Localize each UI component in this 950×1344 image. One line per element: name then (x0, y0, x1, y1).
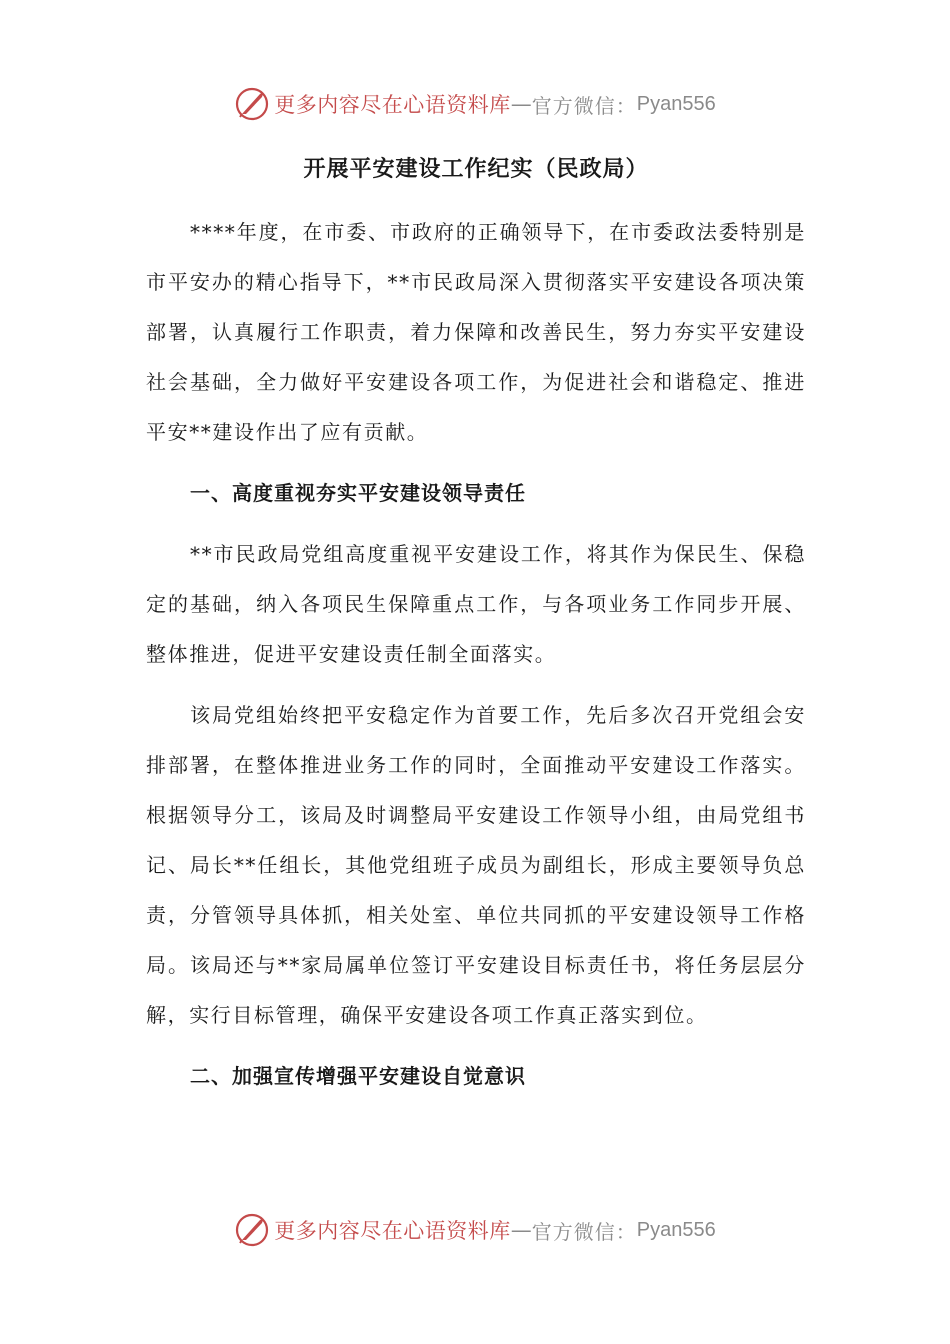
watermark-label: 官方微信： (531, 1219, 637, 1244)
paragraph-section1-b: 该局党组始终把平安稳定作为首要工作，先后多次召开党组会安排部署，在整体推进业务工作的同时，全面推动平安建设工作落实。根据领导分工，该局及时调整局平安建设工作领导小组，由局党组书记、局长**任组长，其他党组班子成员为副组长，形成主要领导负总责，分管领导具体抓，相关处室、单位共同抓的平安建设领导工作格局。该局还与**家局属单位签订平安建设目标责任书，将任务层层分解，实行目标管理，确保平安建设各项工作真正落实到位。 (146, 703, 806, 1027)
paragraph-intro: ****年度，在市委、市政府的正确领导下，在市委政法委特别是市平安办的精心指导下，**市民政局深入贯彻落实平安建设各项决策部署，认真履行工作职责，着力保障和改善民生，努力夯实平安建设社会基础，全力做好平安建设各项工作，为促进社会和谐稳定、推进平安**建设作出了应有贡献。 (146, 220, 806, 444)
watermark-header (0, 82, 950, 126)
quill-pen-logo-icon (234, 1212, 270, 1248)
document-body (146, 148, 806, 1112)
watermark-footer (0, 1208, 950, 1252)
document-title: 开展平安建设工作纪实（民政局） (303, 157, 649, 182)
watermark-separator: — (510, 92, 532, 116)
watermark-separator: — (510, 1218, 532, 1242)
section-heading-2: 二、加强宣传增强平安建设自觉意识 (190, 1064, 526, 1088)
watermark-main-text: 更多内容尽在心语资料库 (274, 93, 511, 117)
watermark-account: Pyan556 (636, 92, 716, 115)
watermark-account: Pyan556 (636, 1218, 716, 1241)
quill-pen-logo-icon (234, 86, 270, 122)
watermark-label: 官方微信： (531, 93, 637, 118)
paragraph-section1-a: **市民政局党组高度重视平安建设工作，将其作为保民生、保稳定的基础，纳入各项民生保障重点工作，与各项业务工作同步开展、整体推进，促进平安建设责任制全面落实。 (146, 542, 806, 666)
section-heading-1: 一、高度重视夯实平安建设领导责任 (190, 481, 526, 505)
watermark-main-text: 更多内容尽在心语资料库 (274, 1219, 511, 1243)
